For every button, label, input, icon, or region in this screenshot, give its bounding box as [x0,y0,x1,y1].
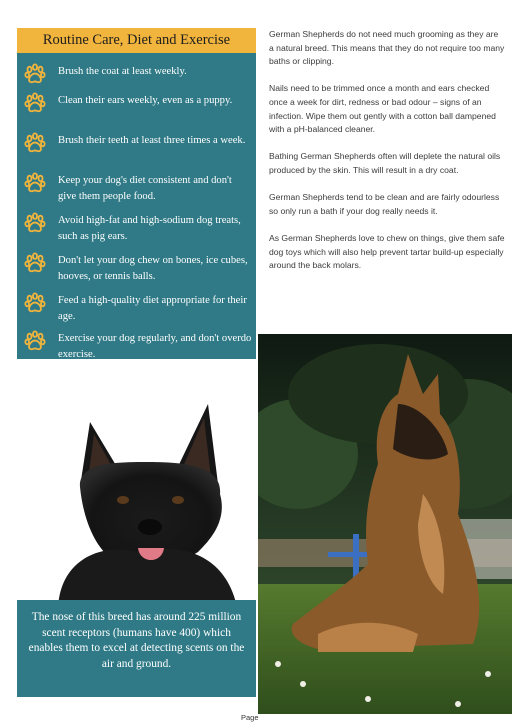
paw-icon [24,63,46,85]
care-item [17,249,256,287]
paw-icon [24,252,46,274]
care-item [17,89,256,127]
care-title: Routine Care, Diet and Exercise [17,28,256,53]
care-item-text: Exercise your dog regularly, and don't overdo exercise. [58,333,252,360]
care-item [17,129,256,167]
paw-icon [24,212,46,234]
scent-fact-text: The nose of this breed has around 225 million scent receptors (humans have 400) which enables them to excel at detecting scents on the air and ground. [28,611,245,670]
care-item-text: Feed a high-quality diet appropriate for their age. [58,295,247,322]
care-item-text: Keep your dog's diet consistent and don't give them people food. [58,175,232,202]
care-item-text: Clean their ears weekly, even as a puppy. [58,95,233,106]
grooming-paragraph: German Shepherds tend to be clean and are fairly odourless so only run a bath if your dog really needs it. [269,192,500,216]
care-item [17,327,256,365]
grooming-paragraph: German Shepherds do not need much grooming as they are a natural breed. This means that they do not require too many baths or clipping. [269,29,505,67]
grooming-text [269,28,505,286]
paw-icon [24,132,46,154]
care-panel [17,28,256,359]
grooming-paragraph: As German Shepherds love to chew on things, give them safe dog toys which will also help prevent tartar build-up especially around the back molars. [269,232,505,271]
paw-icon [24,330,46,352]
care-item-text: Avoid high-fat and high-sodium dog treats, such as pig ears. [58,215,241,242]
care-item [17,169,256,207]
paw-icon [24,92,46,114]
care-item [17,209,256,247]
care-item-text: Don't let your dog chew on bones, ice cubes, hooves, or tennis balls. [58,255,248,282]
paw-icon [24,292,46,314]
care-item [17,289,256,327]
long-haired-shepherd-photo [258,334,512,714]
care-item-text: Brush the coat at least weekly. [58,66,187,77]
paw-icon [24,172,46,194]
scent-fact-box [17,600,256,697]
grooming-paragraph: Bathing German Shepherds often will deplete the natural oils produced by the skin. This will result in a dry coat. [269,151,501,175]
page-label: Page [241,713,259,722]
grooming-paragraph: Nails need to be trimmed once a month and ears checked once a week for dirt, redness or bad odour – signs of an infection. Wipe them out gently with a cotton ball dampened with a pH-balanced cleaner. [269,83,496,135]
black-shepherd-photo [28,392,260,612]
care-item-text: Brush their teeth at least three times a week. [58,135,246,146]
